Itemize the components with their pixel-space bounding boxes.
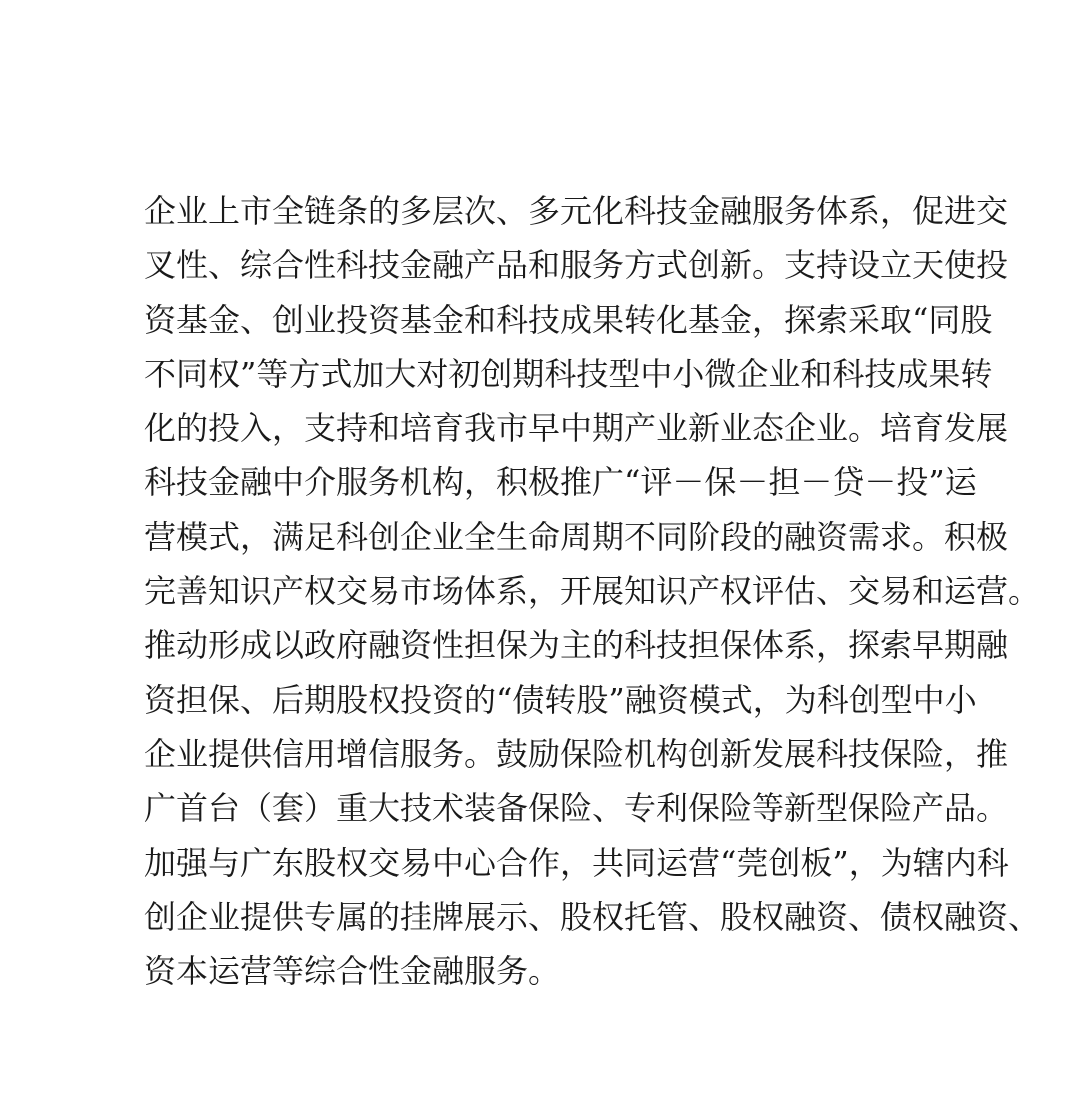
text-line-11: 企业提供信用增信服务。鼓励保险机构创新发展科技保险，推 bbox=[144, 734, 1009, 773]
text-line-5: 化的投入，支持和培育我市早中期产业新业态企业。培育发展 bbox=[144, 409, 1009, 448]
text-line-7: 营模式，满足科创企业全生命周期不同阶段的融资需求。积极 bbox=[144, 517, 1009, 556]
text-line-4: 不同权”等方式加大对初创期科技型中小微企业和科技成果转 bbox=[144, 354, 993, 393]
text-line-1: 企业上市全链条的多层次、多元化科技金融服务体系，促进交 bbox=[144, 192, 1009, 230]
text-line-14: 创企业提供专属的挂牌展示、股权托管、股权融资、债权融资、 bbox=[144, 897, 1041, 936]
text-line-3: 资基金、创业投资基金和科技成果转化基金，探索采取“同股 bbox=[144, 300, 993, 339]
text-line-8: 完善知识产权交易市场体系，开展知识产权评估、交易和运营。 bbox=[144, 572, 1041, 611]
text-line-13: 加强与广东股权交易中心合作，共同运营“莞创板”，为辖内科 bbox=[144, 843, 1009, 882]
text-line-2: 叉性、综合性科技金融产品和服务方式创新。支持设立天使投 bbox=[144, 246, 1009, 285]
text-line-6: 科技金融中介服务机构，积极推广“评－保－担－贷－投”运 bbox=[144, 463, 977, 502]
text-line-9: 推动形成以政府融资性担保为主的科技担保体系，探索早期融 bbox=[144, 626, 1009, 665]
text-line-10: 资担保、后期股权投资的“债转股”融资模式，为科创型中小 bbox=[144, 680, 977, 719]
text-line-15: 资本运营等综合性金融服务。 bbox=[144, 952, 561, 991]
text-line-12: 广首台（套）重大技术装备保险、专利保险等新型保险产品。 bbox=[144, 789, 1009, 828]
body-paragraph bbox=[144, 184, 1041, 998]
